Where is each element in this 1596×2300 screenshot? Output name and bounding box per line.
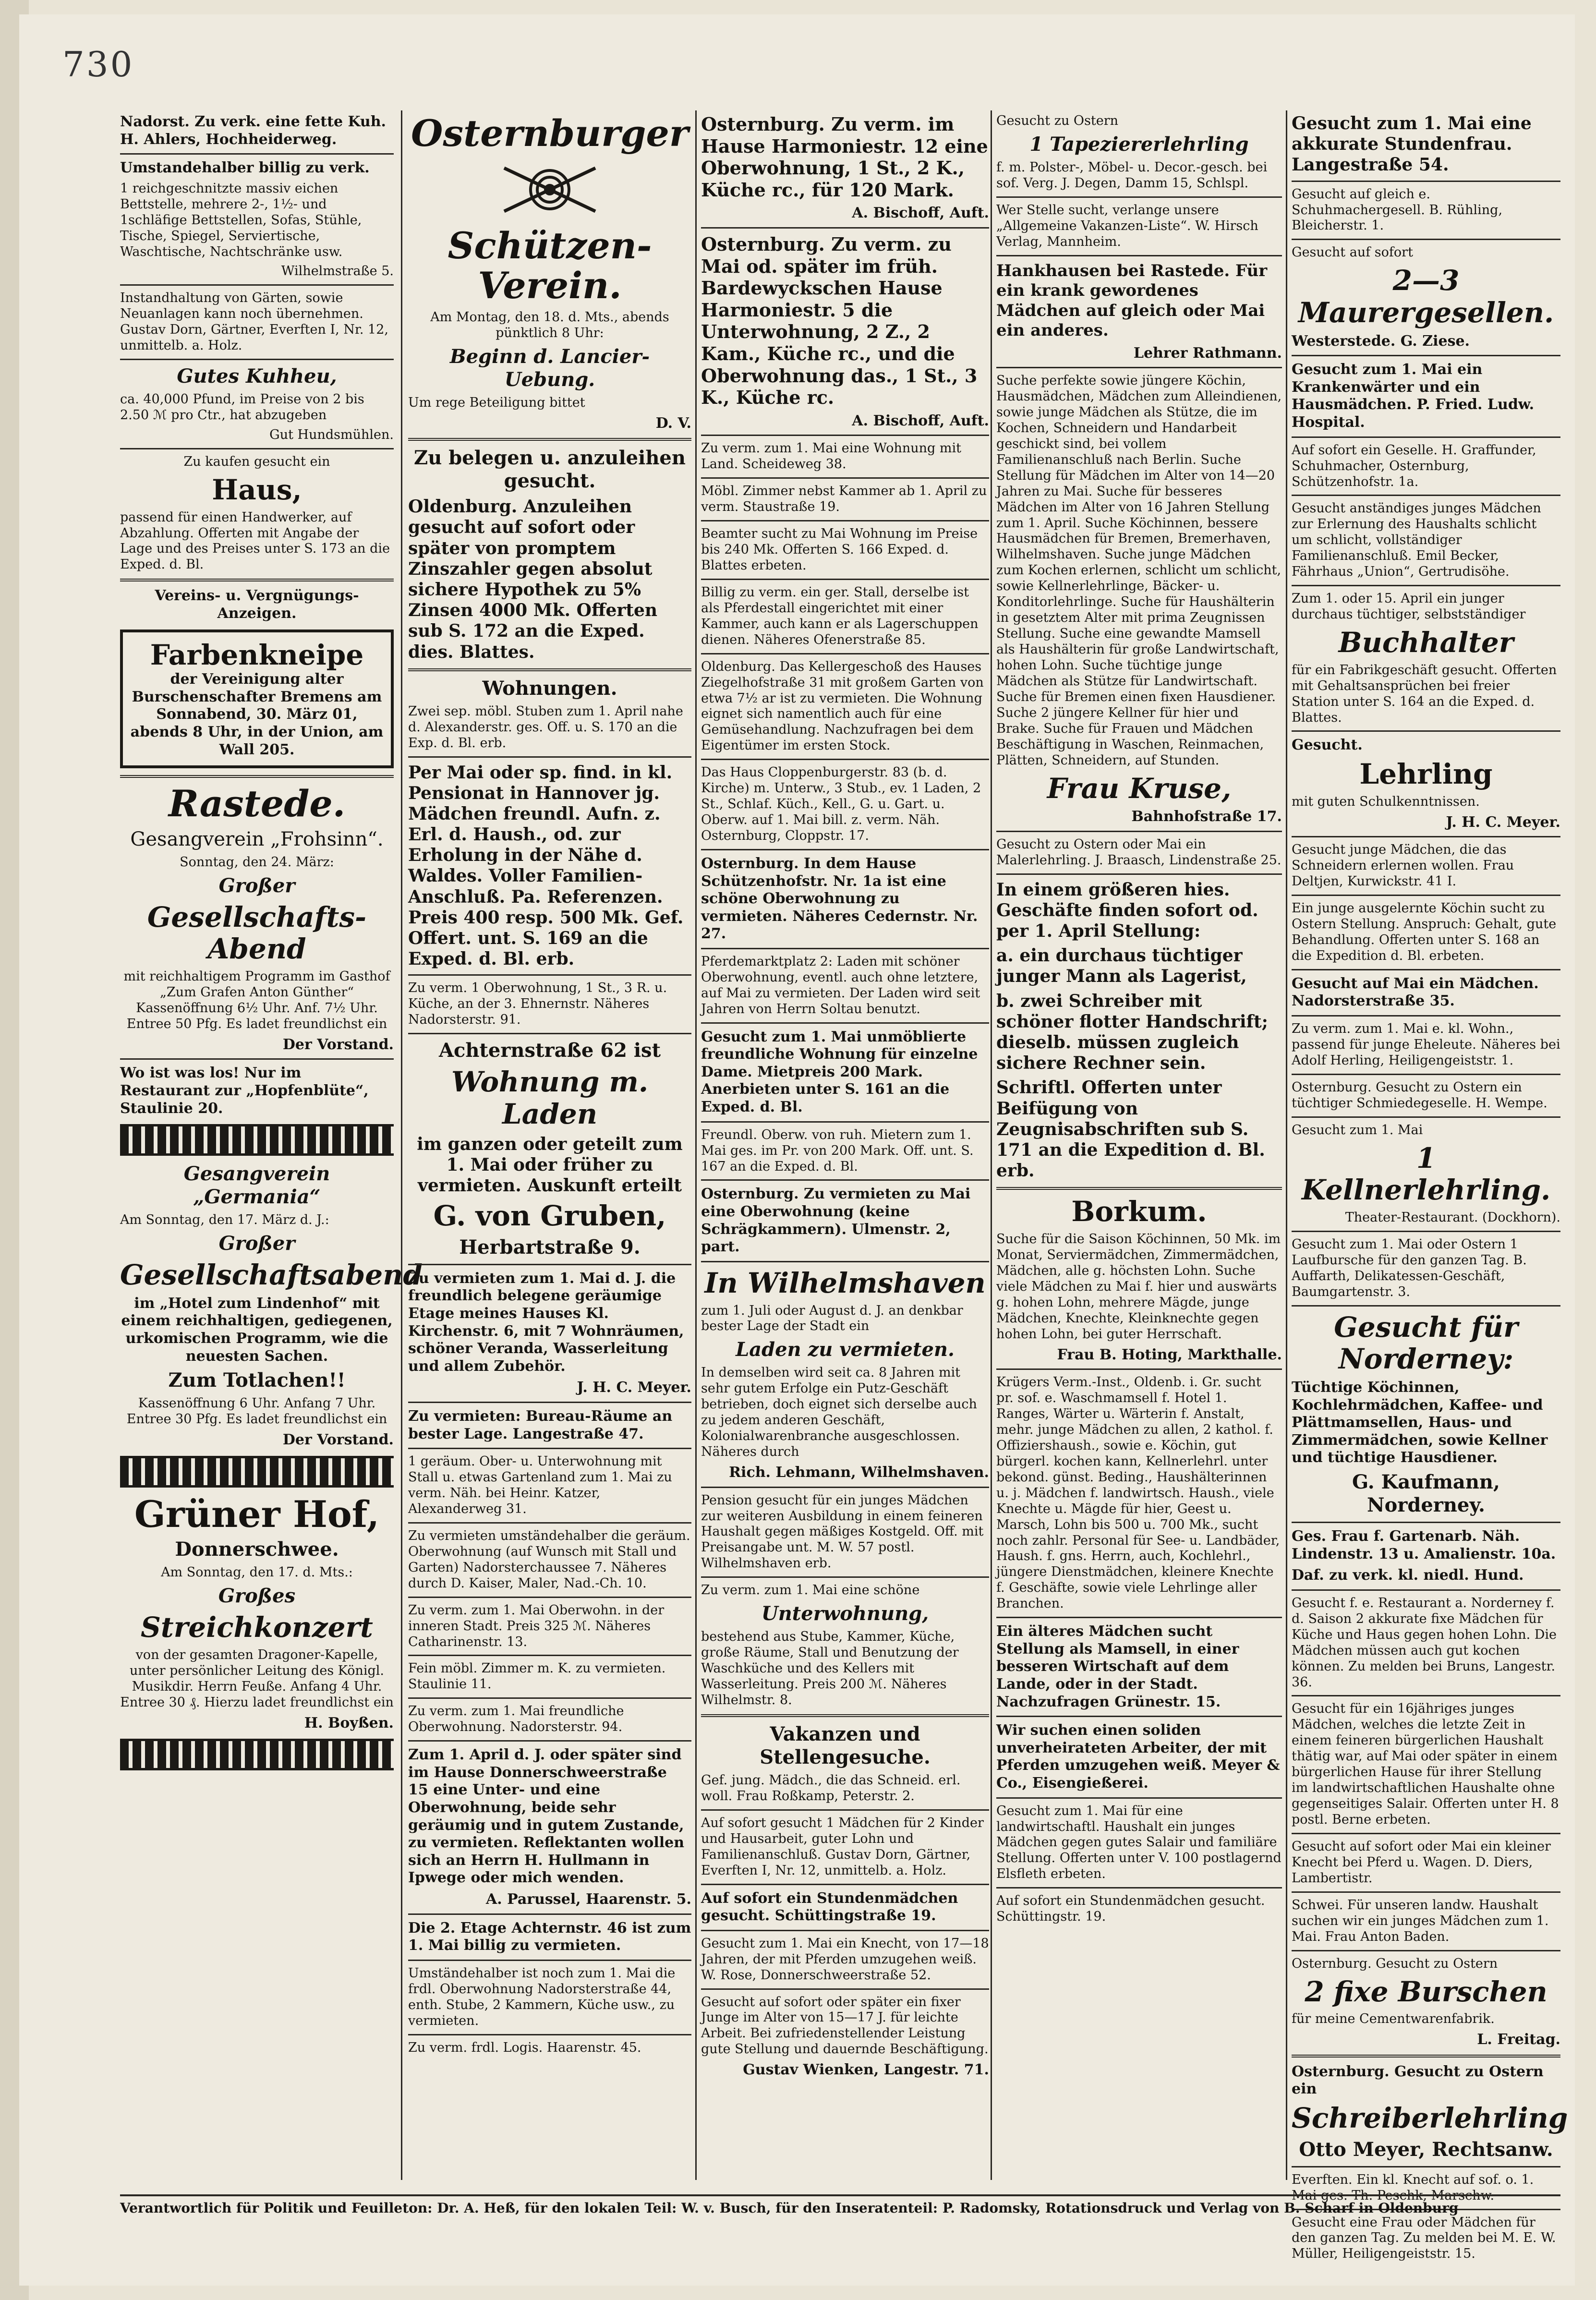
ad-text: Möbl. Zimmer nebst Kammer ab 1. April zu verm. Staustraße 19. (701, 484, 987, 515)
ad-text: Auf sofort gesucht 1 Mädchen für 2 Kinder und Hausarbeit, guter Lohn und Familienanschluß. Gustav Dorn, Gärtner, Everften I, Nr. 12, unmittelb. a. Holz. (701, 1815, 984, 1878)
ad-text: Gesucht auf sofort (1292, 245, 1413, 260)
ad-text: Gesucht zum 1. Mai ein Knecht, von 17—18 Jahren, der mit Pferden umzugehen weiß. W. Rose, Donnerschweerstraße 52. (701, 1936, 989, 1983)
ad-text: Um rege Beteiligung bittet (408, 395, 585, 410)
ad-text: Umständehalber ist noch zum 1. Mai die frdl. Oberwohnung Nadorsterstraße 44, enth. Stube, 2 Kammern, Küche usw., zu vermieten. (408, 1965, 676, 2028)
ad-signature: A. Bischoff, Auft. (852, 205, 989, 222)
ad-text: Daf. zu verk. kl. niedl. Hund. (1292, 1567, 1524, 1584)
ad-title: Schreiberlehrling (1292, 2101, 1568, 2134)
ad-text: Auf sofort ein Stundenmädchen gesucht. Schüttingstr. 19. (996, 1893, 1265, 1925)
divider (1292, 1231, 1560, 1232)
ad-title: Rastede. (168, 782, 346, 825)
ad-address: Herbartstraße 9. (459, 1235, 641, 1259)
ad-text: Wer Stelle sucht, verlange unsere „Allgemeine Vakanzen-Liste“. W. Hirsch Verlag, Mannheim. (996, 202, 1258, 249)
column-4 (996, 110, 1282, 2180)
divider (408, 668, 691, 671)
ad-text: Pension gesucht für ein junges Mädchen zur weiteren Ausbildung in einem feineren Haushalt gegen mäßiges Kostgeld. Off. mit Preisangabe unt. M. W. 57 postl. Wilhelmshaven erb. (701, 1492, 984, 1571)
ad-text: Gesucht auf gleich e. Schuhmachergesell. B. Rühling, Bleicherstr. 1. (1292, 186, 1503, 233)
ad-title: Frau Kruse, (1047, 772, 1232, 805)
ad-text: Kassenöffnung 6 Uhr. Anfang 7 Uhr. Entree 30 Pfg. Es ladet freundlichst ein (126, 1396, 387, 1427)
divider (701, 1179, 989, 1181)
ad-signature: Otto Meyer, Rechtsanw. (1299, 2138, 1553, 2161)
ad-text: Osternburg. Gesucht zu Ostern (1292, 1956, 1498, 1971)
divider (701, 1022, 989, 1024)
ad-text: Auf sofort ein Geselle. H. Graffunder, Schuhmacher, Osternburg, Schützenhofstr. 1a. (1292, 442, 1536, 489)
ad-title: Unterwohnung, (761, 1602, 929, 1625)
divider (701, 1576, 989, 1578)
column-1 (120, 110, 423, 2180)
ad-signature: J. H. C. Meyer. (577, 1379, 691, 1396)
section-heading: Vereins- u. Vergnügungs-Anzeigen. (155, 587, 359, 622)
divider (701, 759, 989, 760)
ornament-border (120, 1124, 394, 1156)
ad-heading: Umstandehalber billig zu verk. (120, 159, 370, 177)
ad-text: Zu vermieten: Bureau-Räume an bester Lage. Langestraße 47. (408, 1407, 673, 1442)
divider (701, 435, 989, 436)
ornament-border (120, 1739, 394, 1770)
ad-signature: A. Parussel, Haarenstr. 5. (485, 1890, 691, 1908)
ad-text: Osternburg. Gesucht zu Ostern ein tüchtiger Schmiedegeselle. H. Wempe. (1292, 1079, 1548, 1111)
divider (996, 1716, 1282, 1717)
ad-signature: J. H. C. Meyer. (1446, 813, 1560, 831)
ad-title: Schützen-Verein. (447, 224, 652, 307)
ad-title: Haus, (212, 473, 302, 506)
ad-signature: H. Boyßen. (304, 1714, 394, 1731)
ad-signature: G. Kaufmann, Norderney. (1352, 1471, 1500, 1517)
ad-text: Hankhausen bei Rastede. Für ein krank gewordenes Mädchen auf gleich oder Mai ein anderes. (996, 261, 1268, 340)
ad-title: Gutes Kuhheu, (177, 365, 337, 388)
divider (1292, 355, 1560, 356)
divider (120, 1058, 394, 1060)
divider (701, 653, 989, 654)
ad-text: Zu verm. zum 1. Mai e. kl. Wohn., passend für junge Eheleute. Näheres bei Adolf Herling, Heiligengeiststr. 1. (1292, 1021, 1560, 1068)
ad-text: Osternburg. Gesucht zu Ostern ein (1292, 2063, 1544, 2098)
ad-text: Zum 1. April d. J. oder später sind im Hause Donnerschweerstraße 15 eine Unter- und eine Oberwohnung, beide sehr geräumig und in gutem Zustande, zu vermieten. Reflektanten wollen sich an Herrn H. Hullmann in Ipwege oder mich wenden. (408, 1746, 685, 1887)
page-number: 730 (62, 44, 134, 85)
ad-text: mit guten Schulkenntnissen. (1292, 794, 1480, 809)
ad-subtitle: Zum Totlachen!! (168, 1369, 346, 1392)
ad-text: zum 1. Juli oder August d. J. an denkbar bester Lage der Stadt ein (701, 1303, 963, 1334)
ad-text: In demselben wird seit ca. 8 Jahren mit sehr gutem Erfolge ein Putz-Geschäft betrieben, doch eignet sich derselbe auch zu jedem anderen Geschäft, Kolonialwarenbranche ausgeschlossen. Näheres durch (701, 1365, 977, 1460)
ad-text: Das Haus Cloppenburgerstr. 83 (b. d. Kirche) m. Unterw., 3 Stub., ev. 1 Laden, 2 St., Schlaf. Küch., Kell., G. u. Gart. u. Oberw. auf 1. Mai bill. z. verm. Näh. Osternburg, Cloppstr. 17. (701, 765, 981, 843)
divider (120, 448, 394, 449)
divider (408, 1402, 691, 1403)
ad-text: Schriftl. Offerten unter Beifügung von Zeugnisabschriften sub S. 171 an die Expedition d. Bl. erb. (996, 1077, 1265, 1181)
divider (996, 873, 1282, 875)
divider (120, 579, 394, 581)
divider (996, 831, 1282, 832)
ad-text: Zu vermieten umständehalber die geräum. Oberwohnung (auf Wunsch mit Stall und Garten) Nadorsterchaussee 7. Näheres durch D. Kaiser, Maler, Nad.-Ch. 10. (408, 1528, 690, 1591)
divider (701, 1809, 989, 1811)
divider (408, 438, 691, 441)
ad-text: Gesucht junge Mädchen, die das Schneidern erlernen wollen. Frau Deltjen, Kurwickstr. 41 I. (1292, 842, 1514, 889)
ad-text: Oldenburg. Anzuleihen gesucht auf sofort oder später von promptem Zinszahler gegen absolut sichere Hypothek zu 5% Zinsen 4000 Mk. Offerten sub S. 172 an die Exped. dies. Blattes. (408, 496, 658, 662)
ad-text: Oldenburg. Das Kellergeschoß des Hauses Ziegelhofstraße 31 mit großem Garten von etwa 7½ ar ist zu vermieten. Die Wohnung eignet sich namentlich auch für eine Gemüsehandlung. Nachzufragen bei dem Eigentümer im ersten Stock. (701, 659, 984, 753)
ad-text: Billig zu verm. ein ger. Stall, derselbe ist als Pferdestall eingerichtet mit einer Kammer, auch kann er als Lagerschuppen dienen. Näheres Ofenerstraße 85. (701, 584, 979, 647)
column-rule (1286, 110, 1287, 2180)
divider (701, 1988, 989, 1990)
ad-text: f. m. Polster-, Möbel- u. Decor.-gesch. bei sof. Verg. J. Degen, Damm 15, Schlspl. (996, 159, 1268, 191)
divider (996, 1617, 1282, 1618)
column-rule (695, 110, 697, 2180)
ad-subtitle: Großes (218, 1585, 296, 1608)
ad-text: passend für einen Handwerker, auf Abzahlung. Offerten mit Angabe der Lage und des Preises unter S. 173 an die Exped. d. Bl. (120, 509, 390, 572)
ad-text: Ein älteres Mädchen sucht Stellung als Mamsell, in einer besseren Wirtschaft auf dem Lande, oder in der Stadt. Nachzufragen Grünestr. 15. (996, 1623, 1239, 1710)
ad-text: im „Hotel zum Lindenhof“ mit einem reichhaltigen, gediegenen, urkomischen Programm, wie die neuesten Sachen. (121, 1295, 393, 1365)
ad-text: Gesucht zum 1. Mai ein Krankenwärter und ein Hausmädchen. P. Fried. Ludw. Hospital. (1292, 361, 1535, 431)
divider (701, 849, 989, 850)
ad-text: Osternburg. Zu verm. im Hause Harmoniestr. 12 eine Oberwohnung, 1 St., 2 K., Küche rc., für 120 Mark. (701, 113, 988, 201)
ad-text: Everften. Ein kl. Knecht auf sof. o. 1. Mai ges. Th. Peschk, Marschw. (1292, 2172, 1534, 2203)
ad-text: 1 reichgeschnitzte massiv eichen Bettstelle, mehrere 2-, 1½- und 1schläfige Bettstellen, Sofas, Stühle, Tische, Spiegel, Serviertische, Waschtische, Nachtschränke usw. (120, 181, 362, 259)
ad-signature: Der Vorstand. (282, 1036, 394, 1053)
ad-signature: D. V. (655, 414, 691, 432)
ad-signature: Der Vorstand. (282, 1431, 394, 1449)
divider (408, 1597, 691, 1598)
ad-text: Zu verm. zum 1. Mai eine schöne (701, 1583, 920, 1598)
divider (120, 153, 394, 155)
divider (996, 255, 1282, 256)
ad-text: Pferdemarktplatz 2: Laden mit schöner Oberwohnung, eventl. auch ohne letztere, auf Mai zu vermieten. Der Laden wird seit Jahren von Herrn Soltau benutzt. (701, 954, 980, 1017)
ornament-border (120, 1456, 394, 1488)
ad-title: 1 Tapeziererlehrling (1029, 133, 1249, 156)
ad-address: Wilhelmstraße 5. (281, 264, 394, 279)
ad-text: Schwei. Für unseren landw. Haushalt suchen wir ein junges Mädchen zum 1. Mai. Frau Anton Baden. (1292, 1897, 1549, 1944)
divider (1292, 1891, 1560, 1893)
ad-text: Freundl. Oberw. von ruh. Mietern zum 1. Mai ges. im Pr. von 200 Mark. Off. unt. S. 167 an die Exped. d. Bl. (701, 1127, 974, 1174)
ad-title: Buchhalter (1338, 626, 1514, 659)
ad-text: mit reichhaltigem Programm im Gasthof „Zum Grafen Anton Günther“ Kassenöffnung 6½ Uhr. Anf. 7½ Uhr. Entree 50 Pfg. Es ladet freundlichst ein (123, 969, 390, 1031)
divider (408, 1740, 691, 1742)
ad-text: Zu kaufen gesucht ein (183, 454, 330, 469)
ad-text: Beamter sucht zu Mai Wohnung im Preise bis 240 Mk. Offerten S. 166 Exped. d. Blattes erbeten. (701, 526, 978, 573)
divider (701, 1487, 989, 1488)
ad-title: Gesellschaftsabend (120, 1259, 423, 1292)
ad-title: 1 Kellnerlehrling. (1301, 1141, 1551, 1207)
ad-text: Gesucht für ein 16jähriges junges Mädchen, welches die letzte Zeit in einem feineren bürgerlichen Haushalt thätig war, auf Mai oder später in einem bürgerlichen Hause für ihrer Stellung im landwirtschaftlichen Haushalte ohne gegenseitiges Salair. Offerten unter H. 8 postl. Berne erbeten. (1292, 1701, 1559, 1828)
ad-title: Grüner Hof, (134, 1492, 380, 1536)
ad-title: Lehrling (1359, 758, 1493, 791)
ad-text: Gesucht zu Ostern (996, 113, 1119, 128)
divider (996, 196, 1282, 198)
ad-text: Zu vermieten zum 1. Mai d. J. die freundlich belegene geräumige Etage meines Hauses Kl. Kirchenstr. 6, mit 7 Wohnräumen, schöner Veranda, Wasserleitung und allem Zubehör. (408, 1270, 684, 1375)
ad-text: ca. 40,000 Pfund, im Preise von 2 bis 2.50 ℳ pro Ctr., hat abzugeben (120, 392, 364, 423)
ad-signature: Gustav Wienken, Langestr. 71. (743, 2061, 989, 2079)
section-heading: Wohnungen. (482, 677, 617, 700)
ad-address: Bahnhofstraße 17. (1131, 808, 1282, 825)
ad-signature: Rich. Lehmann, Wilhelmshaven. (729, 1464, 989, 1481)
ad-text: Tüchtige Köchinnen, Kochlehrmädchen, Kaffee- und Plättmamsellen, Haus- und Zimmermädchen, sowie Kellner und tüchtige Hausdiener. (1292, 1379, 1548, 1466)
ad-farbenkneipe (120, 629, 394, 769)
divider (408, 1264, 691, 1265)
ad-text: Osternburg. In dem Hause Schützenhofstr. Nr. 1a ist eine schöne Oberwohnung zu vermieten. Näheres Cedernstr. Nr. 27. (701, 855, 978, 943)
divider (701, 579, 989, 580)
divider (408, 1913, 691, 1915)
target-emblem-icon (499, 158, 600, 221)
ad-signature: Theater-Restaurant. (Dockhorn). (1345, 1210, 1560, 1225)
divider (1292, 969, 1560, 970)
ad-title: Streichkonzert (141, 1611, 373, 1644)
divider (1292, 495, 1560, 496)
ad-text: bestehend aus Stube, Kammer, Küche, große Räume, Stall und Benutzung der Waschküche und des Kellers mit Wasserleitung. Preis 200 ℳ. Näheres Wilhelmstr. 8. (701, 1629, 959, 1707)
ad-text: Fein möbl. Zimmer m. K. zu vermieten. Staulinie 11. (408, 1661, 666, 1692)
divider (701, 948, 989, 949)
divider (996, 1368, 1282, 1370)
divider (1292, 1015, 1560, 1017)
ad-text: für ein Fabrikgeschäft gesucht. Offerten mit Gehaltsansprüchen bei freier Station unter S. 164 an die Exped. d. Blattes. (1292, 662, 1557, 725)
ad-heading: In einem größeren hies. Geschäfte finden sofort od. per 1. April Stellung: (996, 879, 1258, 942)
ad-subtitle: Großer (218, 1232, 295, 1255)
ad-text: Gesucht zum 1. Mai (1292, 1122, 1423, 1138)
ad-text: Sonntag, den 24. März: (180, 854, 334, 870)
ad-subtitle: Beginn d. Lancier-Uebung. (449, 345, 650, 391)
divider (408, 974, 691, 976)
ad-title: 2—3 Maurergesellen. (1298, 264, 1554, 329)
ad-signature: Westerstede. G. Ziese. (1292, 332, 1470, 350)
ad-title: In Wilhelmshaven (704, 1266, 986, 1299)
column-5 (1292, 110, 1568, 2262)
divider (701, 227, 989, 229)
ad-text: Gef. jung. Mädch., die das Schneid. erl. woll. Frau Roßkamp, Peterstr. 2. (701, 1772, 961, 1804)
ad-text: Gesucht zum 1. Mai unmöblierte freundliche Wohnung für einzelne Dame. Mietpreis 200 Mark. Anerbieten unter S. 161 an die Exped. d. Bl. (701, 1028, 978, 1116)
divider (996, 367, 1282, 368)
page-footer-imprint: Verantwortlich für Politik und Feuilleton: Dr. A. Heß, für den lokalen Teil: W. v. Busch, für den Inseratenteil: P. Radomsky, Rotationsdruck und Verlag von B. Scharf in Oldenburg (120, 2194, 1560, 2216)
divider (408, 1655, 691, 1656)
ad-title: Laden zu vermieten. (736, 1338, 955, 1361)
ad-text: Gesucht zum 1. Mai für eine landwirtschaftl. Haushalt ein junges Mädchen gegen gutes Salair und familiäre Stellung. Offerten unter V. 100 postlagernd Elsfleth erbeten. (996, 1803, 1282, 1882)
section-heading: Vakanzen und Stellengesuche. (760, 1722, 931, 1768)
ad-title: Gesangverein „Germania“ (183, 1162, 330, 1209)
divider (701, 1714, 989, 1717)
section-heading: Zu belegen u. anzuleihen gesucht. (414, 447, 686, 493)
divider (1292, 436, 1560, 438)
ad-text: der Vereinigung alter Burschenschafter Bremens am Sonnabend, 30. März 01, abends 8 Uhr, in der Union, am Wall 205. (130, 671, 384, 758)
column-rule (991, 110, 992, 2180)
ad-title: Borkum. (1071, 1195, 1207, 1228)
column-2 (408, 110, 691, 2180)
ad-text: Osternburg. Zu vermieten zu Mai eine Oberwohnung (keine Schrägkammern). Ulmenstr. 2, part. (701, 1186, 971, 1256)
ad-text: Gesucht f. e. Restaurant a. Norderney f. d. Saison 2 akkurate fixe Mädchen für Küche und Haus gegen hohen Lohn. Die Mädchen müssen auch gut kochen können. Zu melden bei Bruns, Langestr. 36. (1292, 1595, 1557, 1690)
divider (408, 756, 691, 758)
divider (120, 775, 394, 778)
ad-text: Gesucht zum 1. Mai oder Ostern 1 Laufbursche für den ganzen Tag. B. Auffarth, Delikatessen-Geschäft, Baumgartenstr. 3. (1292, 1236, 1527, 1299)
ad-text: Gesucht zum 1. Mai eine akkurate Stundenfrau. Langestraße 54. (1292, 113, 1532, 175)
divider (996, 1887, 1282, 1888)
divider (1292, 1589, 1560, 1591)
ad-text: für meine Cementwarenfabrik. (1292, 2011, 1495, 2027)
ad-text: Auf sofort ein Stundenmädchen gesucht. Schüttingstraße 19. (701, 1889, 958, 1925)
divider (1292, 1074, 1560, 1075)
ad-text: Wir suchen einen soliden unverheirateten Arbeiter, der mit Pferden umzugehen weiß. Meyer & Co., Eisengießerei. (996, 1722, 1280, 1792)
ad-title: Osternburger (411, 112, 689, 155)
column-rule (401, 110, 402, 2180)
ad-text: Zwei sep. möbl. Stuben zum 1. April nahe d. Alexanderstr. ges. Off. u. S. 170 an die Exp. d. Bl. erb. (408, 703, 683, 751)
ad-text: Krügers Verm.-Inst., Oldenb. i. Gr. sucht pr. sof. e. Waschmamsell f. Hotel 1. Ranges, Wärter u. Wärterin f. Anstalt, mehr. junge Mädchen zu allen, 2 kathol. f. Offiziershaush., sowie e. Köchin, gut bürgerl. kochen kann, Kellnerlehrl. unter bekond. günst. Beding., Haushälterinnen u. j. Mädchen f. landwirtsch. Haush., viele Knechte u. Mägde für hier, Geest u. Marsch, Lohn bis 500 u. 700 Mk., sucht noch zahlr. Personal für See- u. Landbäder, Haush. f. gns. Herrn, auch, Kochlehrl., jüngere Dienstmädchen, kleinere Knechte f. Geschäfte, sowie viele Lehrlinge aller Branchen. (996, 1375, 1280, 1611)
ad-text: Suche für die Saison Köchinnen, 50 Mk. im Monat, Serviermädchen, Zimmermädchen, Mädchen, alle g. höchsten Lohn. Suche viele Mädchen zu Mai f. hier und auswärts g. hohen Lohn, mehrere Mägde, junge Mädchen, Knechte, Kleinknechte gegen hohen Lohn, bei guter Herrschaft. (996, 1232, 1281, 1342)
ad-nadorst: Nadorst. Zu verk. eine fette Kuh. H. Ahlers, Hochheiderweg. (120, 113, 386, 148)
ad-text: Zu verm. zum 1. Mai freundliche Oberwohnung. Nadorsterstr. 94. (408, 1704, 624, 1735)
ad-text: Ges. Frau f. Gartenarb. Näh. Lindenstr. 13 u. Amalienstr. 10a. (1292, 1528, 1556, 1562)
divider (1292, 1522, 1560, 1523)
ad-text: Am Sonntag, den 17. d. Mts.: (161, 1565, 353, 1580)
ad-text: Gesucht. (1292, 737, 1363, 754)
column-3 (701, 110, 989, 2180)
ad-title: Farbenkneipe (150, 638, 364, 671)
divider (1292, 1833, 1560, 1834)
ad-text: Zu verm. zum 1. Mai eine Wohnung mit Land. Scheideweg 38. (701, 441, 961, 472)
divider (701, 1121, 989, 1123)
ad-signature: Lehrer Rathmann. (1133, 344, 1282, 362)
ad-text: Gesucht auf Mai ein Mädchen. Nadorsterstraße 35. (1292, 975, 1539, 1010)
divider (701, 477, 989, 479)
ad-text: Wo ist was los! Nur im Restaurant zur „Hopfenblüte“, Staulinie 20. (120, 1065, 369, 1117)
divider (1292, 181, 1560, 182)
divider (1292, 836, 1560, 837)
ad-title: 2 fixe Burschen (1305, 1975, 1548, 2008)
ad-signature: Frau B. Hoting, Markthalle. (1057, 1346, 1282, 1363)
divider (1292, 895, 1560, 896)
ad-text: Zu verm. 1 Oberwohnung, 1 St., 3 R. u. Küche, an der 3. Ehnernstr. Näheres Nadorsterstr. 91. (408, 981, 667, 1028)
ad-text: Ein junge ausgelernte Köchin sucht zu Ostern Stellung. Anspruch: Gehalt, gute Behandlung. Offerten unter S. 168 an die Expedition d. Bl. erbeten. (1292, 901, 1557, 963)
ad-signature: Gut Hundsmühlen. (269, 427, 394, 443)
ad-text: b. zwei Schreiber mit schöner flotter Handschrift; dieselb. müssen zugleich sichere Rechner sein. (996, 991, 1268, 1074)
ad-text: a. ein durchaus tüchtiger junger Mann als Lagerist, (996, 945, 1247, 987)
ad-text: Zu verm. zum 1. Mai Oberwohn. in der inneren Stadt. Preis 325 ℳ. Näheres Catharinenstr. 13. (408, 1602, 665, 1649)
ad-title: Wohnung m. Laden (451, 1065, 649, 1130)
divider (996, 1187, 1282, 1190)
ad-text: im ganzen oder geteilt zum 1. Mai oder früher zu vermieten. Auskunft erteilt (417, 1134, 683, 1196)
ad-text: Osternburg. Zu verm. zu Mai od. später im früh. Bardewyckschen Hause Harmoniestr. 5 die Unterwohnung, 2 Z., 2 Kam., Küche rc., und die Oberwohnung das., 1 St., 3 K., Küche rc. (701, 233, 978, 409)
divider (1292, 1950, 1560, 1951)
divider (120, 359, 394, 360)
ad-title: Gesucht für Norderney: (1334, 1310, 1518, 1376)
divider (701, 520, 989, 521)
divider (408, 1697, 691, 1699)
divider (1292, 239, 1560, 240)
ad-text: 1 geräum. Ober- u. Unterwohnung mit Stall u. etwas Gartenland zum 1. Mai zu verm. Näh. bei Heinr. Katzer, Alexanderweg 31. (408, 1454, 672, 1516)
ad-text: Gesucht zu Ostern oder Mai ein Malerlehrling. J. Braasch, Lindenstraße 25. (996, 836, 1282, 868)
ad-subtitle: Donnerschwee. (175, 1538, 339, 1561)
ad-text: Die 2. Etage Achternstr. 46 ist zum 1. Mai billig zu vermieten. (408, 1919, 691, 1954)
ad-text: Zu verm. frdl. Logis. Haarenstr. 45. (408, 2040, 641, 2055)
ad-signature: A. Bischoff, Auft. (852, 412, 989, 429)
ad-text: Gesucht eine Frau oder Mädchen für den ganzen Tag. Zu melden bei M. E. W. Müller, Heiligengeiststr. 15. (1292, 2215, 1556, 2262)
divider (120, 284, 394, 286)
divider (1292, 2055, 1560, 2058)
divider (996, 1797, 1282, 1799)
divider (701, 1261, 989, 1262)
divider (1292, 1116, 1560, 1118)
divider (408, 1033, 691, 1034)
ad-text: Zum 1. oder 15. April ein junger durchaus tüchtiger, selbstständiger (1292, 591, 1526, 622)
ad-subtitle: Gesangverein „Frohsinn“. (130, 828, 384, 850)
divider (701, 1930, 989, 1931)
ad-text: Per Mai oder sp. find. in kl. Pensionat in Hannover jg. Mädchen freundl. Aufn. z. Erl. d. Haush., od. zur Erholung in der Nähe d. Waldes. Voller Familien-Anschluß. Pa. Referenzen. Preis 400 resp. 500 Mk. Gef. Offert. unt. S. 169 an die Exped. d. Bl. erb. (408, 762, 684, 969)
ad-text: Am Montag, den 18. d. Mts., abends pünktlich 8 Uhr: (430, 309, 669, 340)
ad-garten: Instandhaltung von Gärten, sowie Neuanlagen kann noch übernehmen. Gustav Dorn, Gärtner, Everften I, Nr. 12, unmittelb. a. Holz. (120, 291, 388, 353)
divider (408, 1960, 691, 1961)
ad-text: Suche perfekte sowie jüngere Köchin, Hausmädchen, Mädchen zum Alleindienen, sowie junge Mädchen als Stütze, die im Kochen, Schneidern und Handarbeit geschickt sind, bei vollem Familienanschluß nach Berlin. Suche Stellung für Mädchen im Alter von 14—20 Jahren zu Mai. Suche für besseres Mädchen im Alter von 16 Jahren Stellung zum 1. April. Suche Köchinnen, bessere Hausmädchen für Bremen, Bremerhaven, Wilhelmshaven. Suche junge Mädchen zum Kochen erlernen, schlicht um schlicht, sowie Kellnerlehrlinge, Bäcker- u. Konditorlehrlinge. Suche für Haushälterin in gesetztem Alter mit prima Zeugnissen Stellung. Suche eine gewandte Mamsell als Haushälterin für große Landwirtschaft, hohen Lohn. Suche tüchtige junge Mädchen als Stütze für Landwirtschaft. Suche für Bremen einen fixen Hausdiener. Suche 2 jüngere Kellner für hier und Brake. Suche für Frauen und Mädchen Beschäftigung in Waschen, Reinmachen, Plätten, Schneidern, auf Stunden. (996, 373, 1282, 768)
ad-text: Gesucht auf sofort oder später ein fixer Junge im Alter von 15—17 J. für leichte Arbeit. Bei zufriedenstellender Leistung gute Stellung und dauernde Beschäftigung. (701, 1994, 989, 2057)
divider (1292, 1305, 1560, 1307)
divider (1292, 730, 1560, 732)
ad-text: Gesucht anständiges junges Mädchen zur Erlernung des Haushalts schlicht um schlicht, vollständiger Familienanschluß. Emil Becker, Fährhaus „Union“, Gertrudisöhe. (1292, 501, 1541, 580)
ad-signature: L. Freitag. (1477, 2031, 1560, 2048)
ad-heading: Achternstraße 62 ist (438, 1039, 661, 1062)
divider (1292, 2166, 1560, 2167)
divider (1292, 585, 1560, 586)
ad-text: Am Sonntag, den 17. März d. J.: (120, 1212, 329, 1228)
ad-title: G. von Gruben, (433, 1199, 666, 1233)
divider (408, 1448, 691, 1449)
ad-text: Gesucht auf sofort oder Mai ein kleiner Knecht bei Pferd u. Wagen. D. Diers, Lambertistr. (1292, 1839, 1551, 1886)
divider (1292, 1695, 1560, 1696)
divider (408, 1522, 691, 1524)
divider (408, 2034, 691, 2035)
ad-text: von der gesamten Dragoner-Kapelle, unter persönlicher Leitung des Königl. Musikdir. Herrn Feuße. Anfang 4 Uhr. Entree 30 ₰. Hierzu ladet freundlichst ein (120, 1647, 394, 1710)
ad-subtitle: Großer (218, 874, 295, 897)
divider (701, 1884, 989, 1885)
ad-title: Gesellschafts-Abend (147, 900, 367, 966)
